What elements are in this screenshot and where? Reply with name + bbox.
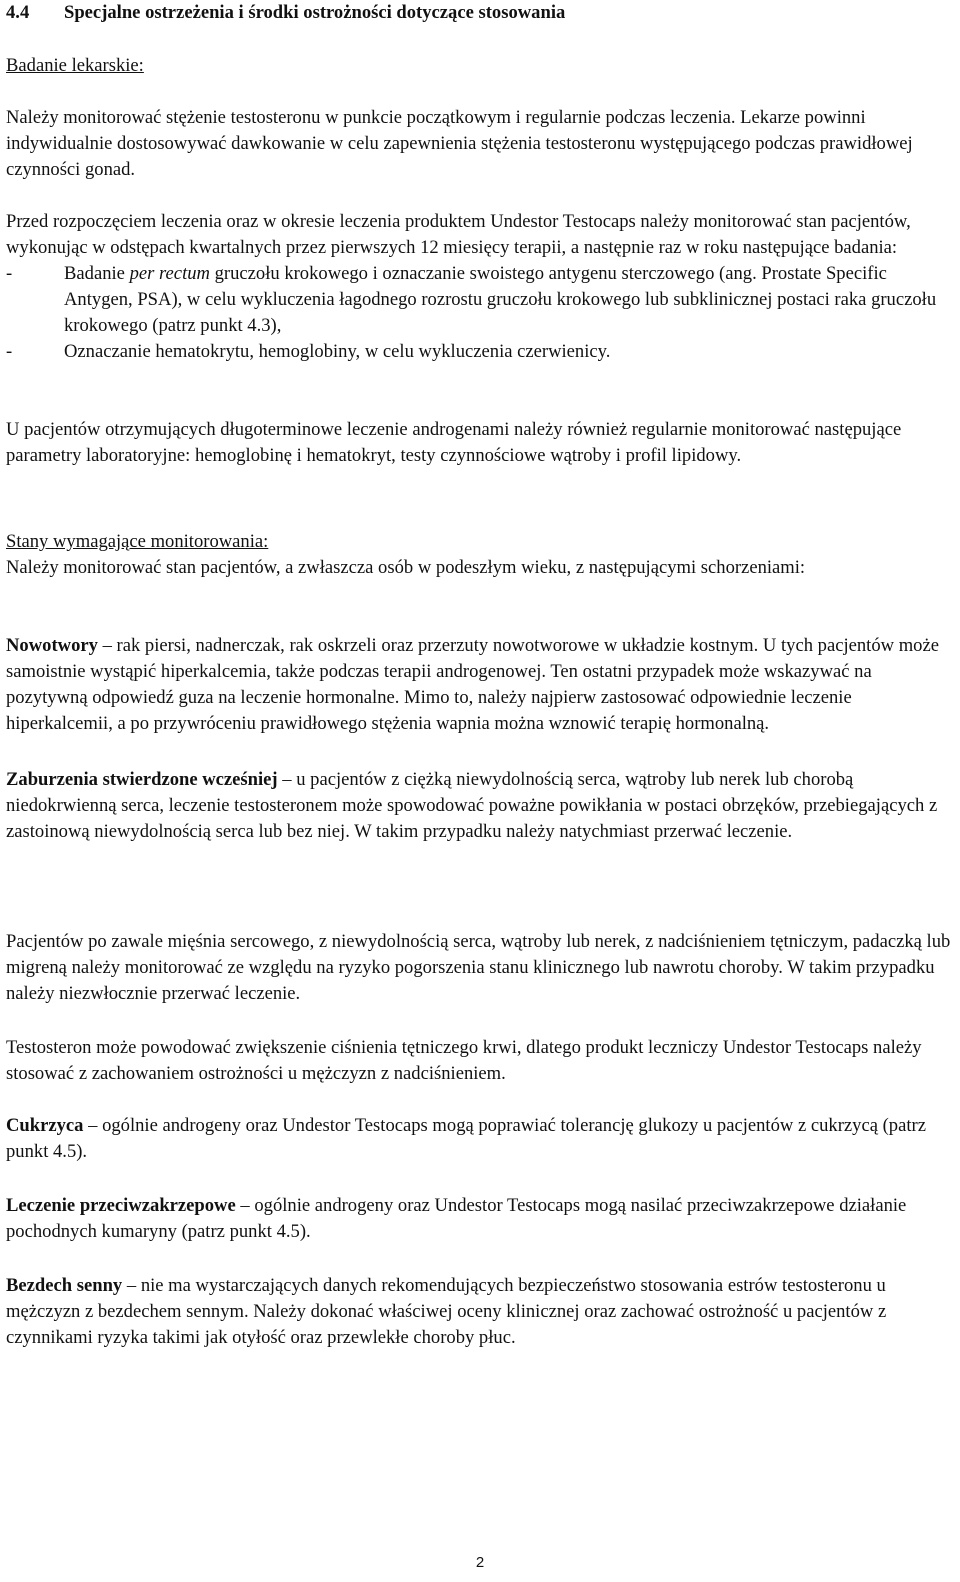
exam-paragraph-3: U pacjentów otrzymujących długoterminowe leczenie androgenami należy również regularnie monitorować następujące parametry laboratoryjne: hemoglobinę i hematokryt, testy czynnościowe wątroby i profil lipidowy. (6, 419, 902, 466)
tumors-label: Nowotwory (6, 635, 98, 656)
disorders-label: Zaburzenia stwierdzone wcześniej (6, 769, 278, 790)
exam-paragraph-1: Należy monitorować stężenie testosteronu w punkcie początkowym i regularnie podczas leczenia. Lekarze powinni indywidualnie dostosowywać dawkowanie w celu zapewnienia stężenia testosteronu występującego podczas prawidłowej czynności gonad. (6, 107, 913, 180)
conditions-heading: Stany wymagające monitorowania: (6, 531, 269, 552)
list-dash: - (6, 341, 13, 362)
page-number: 2 (475, 1554, 485, 1571)
latin-term: per rectum (129, 263, 210, 284)
conditions-block (6, 529, 956, 581)
sleep-apnea-paragraph: Bezdech senny – nie ma wystarczających danych rekomendujących bezpieczeństwo stosowania estrów testosteronu u mężczyzn z bezdechem sennym. Należy dokonać właściwej oceny klinicznej oraz zachować ostrożność u pacjentów z czynnikami ryzyka takimi jak otyłość oraz przewlekłe choroby płuc. (6, 1275, 887, 1348)
exam-block (6, 209, 956, 365)
anticoagulant-paragraph: Leczenie przeciwzakrzepowe – ogólnie androgeny oraz Undestor Testocaps mogą nasilać przeciwzakrzepowe działanie pochodnych kumaryny (patrz punkt 4.5). (6, 1195, 907, 1242)
section-title: Specjalne ostrzeżenia i środki ostrożności dotyczące stosowania (64, 2, 566, 23)
sleep-apnea-label: Bezdech senny (6, 1275, 123, 1296)
section-heading (6, 0, 956, 26)
section-number: 4.4 (6, 2, 30, 23)
tumors-paragraph: Nowotwory – rak piersi, nadnerczak, rak oskrzeli oraz przerzuty nowotworowe w układzie kostnym. U tych pacjentów może samoistnie wystąpić hiperkalcemia, także podczas terapii androgenowej. Ten ostatni przypadek może wskazywać na pozytywną odpowiedź guza na leczenie hormonalne. Mimo to, należy najpierw zastosować odpowiednie leczenie hiperkalcemii, a po przywróceniu prawidłowego stężenia wapnia można wznowić terapię hormonalną. (6, 635, 939, 734)
conditions-intro: Należy monitorować stan pacjentów, a zwłaszcza osób w podeszłym wieku, z następującymi schorzeniami: (6, 557, 806, 578)
disorders-paragraph: Zaburzenia stwierdzone wcześniej – u pacjentów z ciężką niewydolnością serca, wątroby lub nerek lub chorobą niedokrwienną serca, leczenie testosteronem może spowodować poważne powikłania w postaci obrzęków, przebiegających z zastoinową niewydolnością serca lub bez niej. W takim przypadku należy natychmiast przerwać leczenie. (6, 769, 938, 842)
anticoagulant-label: Leczenie przeciwzakrzepowe (6, 1195, 236, 1216)
exam-paragraph-2: Przed rozpoczęciem leczenia oraz w okresie leczenia produktem Undestor Testocaps należy monitorować stan pacjentów, wykonując w odstępach kwartalnych przez pierwszych 12 miesięcy terapii, a następnie raz w roku następujące badania: (6, 211, 911, 258)
infarct-paragraph: Pacjentów po zawale mięśnia sercowego, z niewydolnością serca, wątroby lub nerek, z nadciśnieniem tętniczym, padaczką lub migreną należy monitorować ze względu na ryzyko pogorszenia stanu klinicznego lub nawrotu choroby. W takim przypadku należy niezwłocznie przerwać leczenie. (6, 931, 951, 1004)
diabetes-label: Cukrzyca (6, 1115, 84, 1136)
diabetes-paragraph: Cukrzyca – ogólnie androgeny oraz Undestor Testocaps mogą poprawiać tolerancję glukozy u pacjentów z cukrzycą (patrz punkt 4.5). (6, 1115, 926, 1162)
exam-list-item-1: - Badanie per rectum gruczołu krokowego i oznaczanie swoistego antygenu sterczowego (ang. Prostate Specific Antygen, PSA), w celu wykluczenia łagodnego rozrostu gruczołu krokowego lub subklinicznej postaci raka gruczołu krokowego (patrz punkt 4.3), (6, 263, 937, 336)
exam-heading: Badanie lekarskie: (6, 55, 144, 76)
exam-list-item-2: - Oznaczanie hematokrytu, hemoglobiny, w celu wykluczenia czerwienicy. (6, 339, 956, 365)
blood-pressure-paragraph: Testosteron może powodować zwiększenie ciśnienia tętniczego krwi, dlatego produkt leczniczy Undestor Testocaps należy stosować z zachowaniem ostrożności u mężczyzn z nadciśnieniem. (6, 1037, 922, 1084)
list-dash: - (6, 263, 13, 284)
